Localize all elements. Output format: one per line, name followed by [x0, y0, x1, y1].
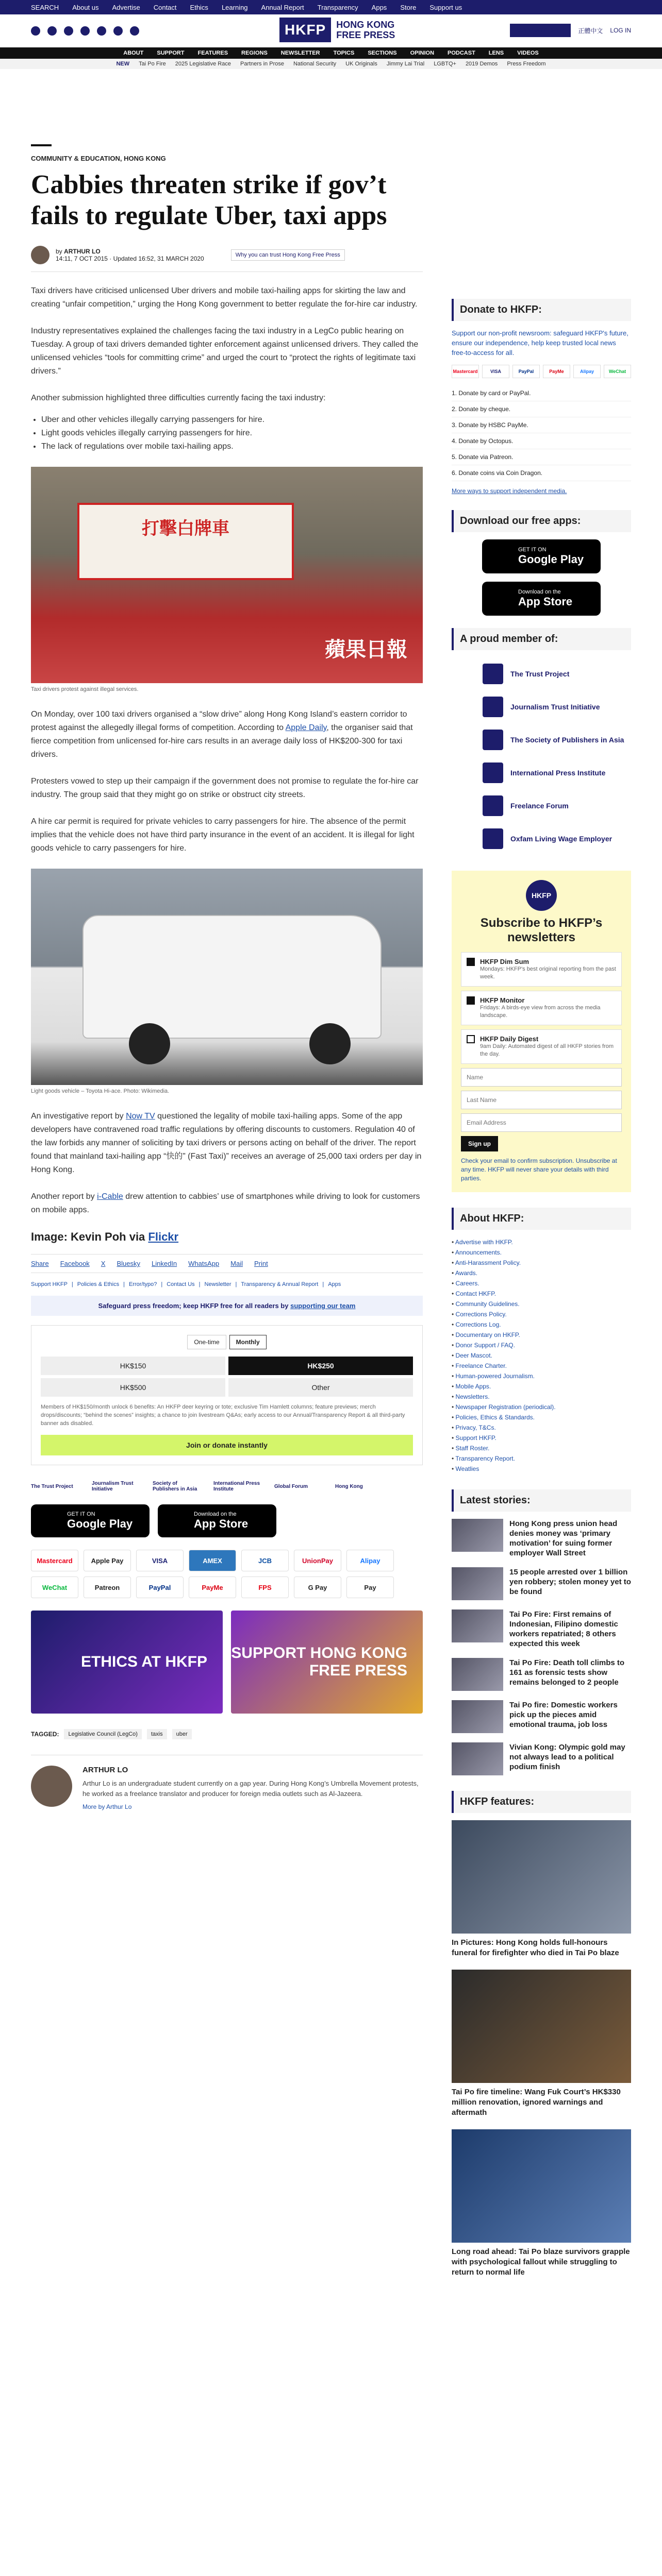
- option-title: HKFP Dim Sum: [480, 958, 529, 965]
- name-input[interactable]: [461, 1068, 622, 1087]
- taxi-protest-photo[interactable]: [31, 467, 423, 683]
- nav-item[interactable]: PODCAST: [448, 50, 475, 56]
- google-pay-icon[interactable]: G Pay: [294, 1577, 341, 1598]
- site-logo[interactable]: [279, 18, 395, 42]
- list-item: • Uber and other vehicles illegally carrying passengers for hire.: [41, 413, 423, 427]
- donate-methods: [452, 385, 631, 481]
- share-x[interactable]: X: [101, 1260, 106, 1267]
- option-desc: 9am Daily: Automated digest of all HKFP stories from the day.: [480, 1043, 614, 1057]
- member-name: The Society of Publishers in Asia: [510, 736, 624, 744]
- mastercard-icon: Mastercard: [452, 365, 479, 378]
- sopa-icon: [483, 730, 503, 750]
- paragraph: A hire car permit is required for private vehicles to carry passengers for hire. The absence of the permit implies that the vehicle does not have third party insurance in the event of an accident. It is illegal for light goods vehicle to carry passengers for hire.: [31, 817, 415, 853]
- support-link[interactable]: Transparency & Annual Report: [241, 1281, 319, 1287]
- store-small: Download on the: [194, 1511, 237, 1517]
- paragraph: Another submission highlighted three difficulties currently facing the taxi industry:: [31, 394, 326, 402]
- email-input[interactable]: [461, 1113, 622, 1132]
- share-facebook[interactable]: Facebook: [60, 1260, 90, 1267]
- donate-method[interactable]: 4. Donate by Octopus.: [452, 433, 631, 449]
- wheel-shape: [129, 1023, 170, 1064]
- feature-item[interactable]: [452, 1820, 631, 1958]
- store-small: GET IT ON: [67, 1511, 95, 1517]
- paypal-icon: PayPal: [512, 365, 540, 378]
- nav-item[interactable]: FEATURES: [197, 50, 228, 56]
- text-run: questioned the legality of mobile taxi-hailing apps. Some of the app developers have contravened road traffic regulations by offering discounts to customers. Regulation 40 of the law forbids any manner of soliciting by taxi drivers or persons acting on behalf of the driver. The report found that mainland taxi-hailing app “快的” (Fast Taxi)” receives an average of 25,000 taxi orders per day in Hong Kong.: [31, 1112, 422, 1174]
- apple-daily-link[interactable]: Apple Daily: [285, 723, 327, 732]
- nav-item[interactable]: SUPPORT: [157, 50, 185, 56]
- topbar-link[interactable]: Store: [400, 3, 417, 11]
- text-run: An investigative report by: [31, 1112, 126, 1121]
- member-name: Journalism Trust Initiative: [510, 703, 600, 711]
- amount-option[interactable]: HK$500: [41, 1378, 225, 1397]
- donate-blurb[interactable]: Support our non-profit newsroom: safeguard HKFP's future, ensure our independence, help keep trusted local news free-to-access for all.: [452, 329, 628, 357]
- topbar-link[interactable]: SEARCH: [31, 3, 59, 11]
- article-date: 14:11, 7 OCT 2015 · Updated 16:52, 31 MARCH 2020: [56, 255, 204, 262]
- app-store-row: [31, 1504, 423, 1537]
- join-donate-button[interactable]: Join or donate instantly: [41, 1435, 413, 1455]
- author-avatar[interactable]: [31, 246, 49, 264]
- story-title[interactable]: Tai Po Fire: First remains of Indonesian, Filipino domestic workers repatriated; 8 others expected this week: [509, 1610, 618, 1648]
- hkfp-logo-icon: HKFP: [526, 880, 557, 911]
- payme-icon: PayMe: [543, 365, 570, 378]
- trending-link[interactable]: 2025 Legislative Race: [175, 61, 231, 67]
- nav-item[interactable]: ABOUT: [123, 50, 144, 56]
- donate-method[interactable]: 1. Donate by card or PayPal.: [452, 385, 631, 401]
- about-link[interactable]: • Support HKFP.: [452, 1433, 631, 1443]
- member-name: Freelance Forum: [510, 802, 569, 810]
- about-heading: About HKFP:: [452, 1208, 631, 1230]
- share-print[interactable]: Print: [254, 1260, 268, 1267]
- partner-logo[interactable]: The Trust Project: [31, 1483, 73, 1489]
- apps-heading: Download our free apps:: [452, 510, 631, 532]
- support-link[interactable]: Newsletter: [204, 1281, 231, 1287]
- article-section[interactable]: COMMUNITY & EDUCATION, HONG KONG: [31, 155, 166, 162]
- partner-logo[interactable]: Journalism Trust Initiative: [92, 1481, 134, 1492]
- byline: [31, 246, 423, 264]
- logo-wordmark: [336, 20, 395, 40]
- paragraph: [31, 1110, 423, 1177]
- alipay-icon: Alipay: [573, 365, 601, 378]
- byline-by: by: [56, 248, 62, 255]
- donate-method[interactable]: 6. Donate coins via Coin Dragon.: [452, 465, 631, 481]
- trending-link[interactable]: Partners in Prose: [240, 61, 284, 67]
- story-thumbnail[interactable]: [452, 1609, 503, 1642]
- last-name-input[interactable]: [461, 1091, 622, 1109]
- store-name: Google Play: [67, 1517, 133, 1530]
- freelance-icon: [483, 795, 503, 816]
- support-link[interactable]: Policies & Ethics: [77, 1281, 120, 1287]
- facebook-icon[interactable]: [31, 26, 40, 36]
- signup-button[interactable]: Sign up: [461, 1136, 498, 1151]
- member-logo-item[interactable]: [452, 657, 631, 690]
- story-thumbnail[interactable]: [452, 1567, 503, 1600]
- payment-methods: [31, 1550, 423, 1598]
- social-links: [31, 26, 139, 36]
- member-logo-item[interactable]: [452, 723, 631, 756]
- trust-link[interactable]: Why you can trust Hong Kong Free Press: [231, 249, 345, 261]
- paragraph: Taxi drivers have criticised unlicensed Uber drivers and mobile taxi-hailing apps for skirting the law and creating “unfair competition,” urging the Hong Kong government to better regulate the for-hire car industry.: [31, 286, 418, 309]
- newsletter-option[interactable]: [461, 991, 622, 1025]
- amount-option-other[interactable]: Other: [228, 1378, 413, 1397]
- feature-title[interactable]: Long road ahead: Tai Po blaze survivors grapple with psychological fallout while struggling to return to normal life: [452, 2247, 630, 2277]
- partner-logo[interactable]: Global Forum: [274, 1483, 308, 1489]
- login-link[interactable]: LOG IN: [610, 27, 631, 34]
- ethics-promo[interactable]: ETHICS AT HKFP: [31, 1611, 223, 1714]
- topbar-link[interactable]: Ethics: [190, 3, 208, 11]
- paragraph: [31, 708, 423, 761]
- logo-line-2: FREE PRESS: [336, 30, 395, 40]
- safeguard-banner: [31, 1296, 423, 1316]
- about-link[interactable]: • Contact HKFP.: [452, 1289, 631, 1299]
- about-link[interactable]: • Awards.: [452, 1268, 631, 1278]
- now-tv-link[interactable]: Now TV: [126, 1112, 155, 1121]
- store-name: Google Play: [518, 553, 584, 566]
- logo-mark: HKFP: [279, 18, 331, 42]
- mastercard-icon[interactable]: Mastercard: [31, 1550, 78, 1571]
- about-link[interactable]: • Newspaper Registration (periodical).: [452, 1402, 631, 1412]
- latest-heading: Latest stories:: [452, 1489, 631, 1512]
- trending-link[interactable]: National Security: [293, 61, 337, 67]
- story-thumbnail[interactable]: [452, 1658, 503, 1691]
- amex-icon[interactable]: AMEX: [189, 1550, 236, 1571]
- about-link[interactable]: • Privacy, T&Cs.: [452, 1422, 631, 1433]
- member-name: The Trust Project: [510, 670, 570, 678]
- amount-option-selected[interactable]: HK$250: [228, 1357, 413, 1375]
- about-link[interactable]: • Documentary on HKFP.: [452, 1330, 631, 1340]
- member-logo-item[interactable]: [452, 822, 631, 855]
- more-by-author-link[interactable]: More by Arthur Lo: [82, 1803, 132, 1810]
- credit-text: Image: Kevin Poh via: [31, 1230, 148, 1243]
- safeguard-text: Safeguard press freedom; keep HKFP free for all readers by: [98, 1302, 291, 1310]
- topbar-link[interactable]: About us: [72, 3, 99, 11]
- store-name: App Store: [518, 595, 573, 608]
- store-name: App Store: [194, 1517, 249, 1530]
- newsletter-option[interactable]: [461, 1029, 622, 1064]
- feature-title[interactable]: In Pictures: Hong Kong holds full-honours funeral for firefighter who died in Tai Po blaze: [452, 1938, 619, 1957]
- section-rule: [31, 144, 52, 146]
- about-link[interactable]: • Advertise with HKFP.: [452, 1237, 631, 1247]
- donate-heading: Donate to HKFP:: [452, 299, 631, 321]
- nav-item[interactable]: OPINION: [410, 50, 435, 56]
- top-utility-bar: [0, 0, 662, 14]
- text-run: Another report by: [31, 1192, 97, 1201]
- trending-link[interactable]: Tai Po Fire: [139, 61, 166, 67]
- topbar-link[interactable]: Transparency: [317, 3, 358, 11]
- newsletter-option[interactable]: [461, 952, 622, 987]
- author-link[interactable]: ARTHUR LO: [64, 248, 101, 255]
- article-headline: Cabbies threaten strike if gov’t fails to regulate Uber, taxi apps: [31, 170, 387, 230]
- freq-one-time[interactable]: One-time: [187, 1335, 226, 1349]
- apple-pay-icon[interactable]: Apple Pay: [84, 1550, 131, 1571]
- brand-header: [0, 14, 662, 47]
- about-link[interactable]: • Transparency Report.: [452, 1453, 631, 1464]
- nav-item[interactable]: NEWSLETTER: [280, 50, 320, 56]
- pay-icon[interactable]: Pay: [346, 1577, 394, 1598]
- youtube-icon[interactable]: [97, 26, 106, 36]
- share-mail[interactable]: Mail: [230, 1260, 243, 1267]
- google-play-button[interactable]: [482, 539, 601, 573]
- patreon-icon[interactable]: Patreon: [84, 1577, 131, 1598]
- nav-item[interactable]: REGIONS: [241, 50, 268, 56]
- sidebar-payment-icons: [452, 365, 631, 378]
- about-link[interactable]: • Mobile Apps.: [452, 1381, 631, 1392]
- about-link[interactable]: • Community Guidelines.: [452, 1299, 631, 1309]
- story-thumbnail[interactable]: [452, 1519, 503, 1552]
- van-shape: [82, 915, 382, 1039]
- image-credit: [31, 1230, 423, 1244]
- nav-item[interactable]: SECTIONS: [368, 50, 397, 56]
- text-run: , the organiser said that fierce competition from unlicensed for-hire cars results in an average daily loss of HK$200-300 for taxi drivers.: [31, 723, 413, 759]
- jti-icon: [483, 697, 503, 717]
- about-links: [452, 1237, 631, 1474]
- photo-caption: Taxi drivers protest against illegal services.: [31, 686, 139, 692]
- share-bluesky[interactable]: Bluesky: [117, 1260, 140, 1267]
- amount-option[interactable]: HK$150: [41, 1357, 225, 1375]
- paragraph: Protesters vowed to step up their campaign if the government does not promise to regulate the for-hire car industry. The group said that they might go on strike or obstruct city streets.: [31, 777, 419, 799]
- member-heading: A proud member of:: [452, 628, 631, 650]
- banner-text: 打擊白牌車: [142, 519, 229, 538]
- support-promo[interactable]: SUPPORT HONG KONG FREE PRESS: [231, 1611, 423, 1714]
- fps-icon[interactable]: FPS: [241, 1577, 289, 1598]
- feature-title[interactable]: Tai Po fire timeline: Wang Fuk Court’s HK$330 million renovation, ignored warnings and aftermath: [452, 2088, 621, 2117]
- more-ways-link[interactable]: More ways to support independent media.: [452, 487, 567, 495]
- support-hkfp-button[interactable]: SUPPORT HKFP: [510, 24, 571, 37]
- topbar-link[interactable]: Learning: [221, 3, 248, 11]
- author-name[interactable]: ARTHUR LO: [82, 1766, 128, 1774]
- wechat-pay-icon[interactable]: WeChat: [31, 1577, 78, 1598]
- story-item[interactable]: [452, 1658, 631, 1691]
- share-whatsapp[interactable]: WhatsApp: [188, 1260, 220, 1267]
- option-title: HKFP Daily Digest: [480, 1035, 539, 1043]
- partner-logo[interactable]: Hong Kong: [335, 1483, 363, 1489]
- donate-method[interactable]: 2. Donate by cheque.: [452, 401, 631, 417]
- photo-watermark: 蘋果日報: [325, 638, 407, 661]
- story-thumbnail[interactable]: [452, 1742, 503, 1775]
- photo-caption: Light goods vehicle – Toyota Hi-ace. Photo: Wikimedia.: [31, 1088, 170, 1094]
- support-team-link[interactable]: supporting our team: [290, 1302, 356, 1310]
- nav-item[interactable]: TOPICS: [333, 50, 355, 56]
- i-cable-link[interactable]: i-Cable: [97, 1192, 123, 1201]
- app-store-button[interactable]: [482, 582, 601, 616]
- topbar-link[interactable]: Apps: [371, 3, 387, 11]
- option-desc: Fridays: A birds-eye view from across the media landscape.: [480, 1005, 601, 1019]
- difficulty-list: [41, 413, 423, 453]
- member-name: Oxfam Living Wage Employer: [510, 835, 613, 843]
- trending-bar: [0, 59, 662, 69]
- x-icon[interactable]: [47, 26, 57, 36]
- member-logo-item[interactable]: [452, 789, 631, 822]
- author-box: [31, 1755, 423, 1810]
- bluesky-icon[interactable]: [80, 26, 90, 36]
- tag[interactable]: uber: [172, 1729, 192, 1739]
- tagged-label: TAGGED:: [31, 1731, 59, 1738]
- threads-icon[interactable]: [130, 26, 139, 36]
- promo-banners: [31, 1611, 423, 1714]
- wechat-pay-icon: WeChat: [604, 365, 631, 378]
- author-bio: Arthur Lo is an undergraduate student currently on a gap year. During Hong Kong’s Umbrella Movement protests, he worked as a freelance translator and producer for foreign media outlets such as Al-Jazeera.: [82, 1780, 419, 1798]
- tag[interactable]: taxis: [147, 1729, 167, 1739]
- visa-icon[interactable]: VISA: [136, 1550, 184, 1571]
- topbar-link[interactable]: Contact: [153, 3, 177, 11]
- ipi-icon: [483, 762, 503, 783]
- member-name: International Press Institute: [510, 769, 606, 777]
- payme-icon[interactable]: PayMe: [189, 1577, 236, 1598]
- story-item[interactable]: [452, 1700, 631, 1733]
- jcb-icon[interactable]: JCB: [241, 1550, 289, 1571]
- feature-item[interactable]: [452, 1970, 631, 2118]
- trending-link[interactable]: LGBTQ+: [434, 61, 456, 67]
- story-title[interactable]: Tai Po fire: Domestic workers pick up the pieces amid emotional trauma, job loss: [509, 1701, 618, 1729]
- article-body: [31, 284, 423, 1217]
- option-text: [480, 958, 616, 981]
- trending-link[interactable]: Press Freedom: [507, 61, 546, 67]
- store-small: Download on the: [518, 589, 561, 595]
- main-nav: [0, 47, 662, 59]
- feature-image[interactable]: [452, 1820, 631, 1934]
- feature-item[interactable]: [452, 2129, 631, 2278]
- story-item[interactable]: [452, 1567, 631, 1600]
- story-thumbnail[interactable]: [452, 1700, 503, 1733]
- feature-image[interactable]: [452, 2129, 631, 2243]
- about-link[interactable]: • Newsletters.: [452, 1392, 631, 1402]
- story-title[interactable]: Tai Po Fire: Death toll climbs to 161 as forensic tests show remains belonged to 2 people: [509, 1658, 625, 1687]
- about-link[interactable]: • Deer Mascot.: [452, 1350, 631, 1361]
- partner-logo[interactable]: Society of Publishers in Asia: [153, 1481, 197, 1492]
- text-run: drew attention to cabbies’ use of smartphones while driving to look for customers on mobile apps.: [31, 1192, 420, 1214]
- app-store-button[interactable]: [158, 1504, 276, 1537]
- share-bar: [31, 1254, 423, 1273]
- list-item: • Light goods vehicles illegally carrying passengers for hire.: [41, 427, 423, 440]
- list-item: • The lack of regulations over mobile taxi-hailing apps.: [41, 440, 423, 453]
- option-text: [480, 1035, 616, 1058]
- partner-logos: [31, 1481, 423, 1492]
- about-link[interactable]: • Corrections Policy.: [452, 1309, 631, 1319]
- story-item[interactable]: [452, 1609, 631, 1649]
- about-link[interactable]: • Donor Support / FAQ.: [452, 1340, 631, 1350]
- frequency-toggle: [41, 1335, 413, 1349]
- author-info: [82, 1766, 423, 1810]
- trending-link[interactable]: Jimmy Lai Trial: [386, 61, 425, 67]
- store-small: GET IT ON: [518, 547, 547, 553]
- linkedin-icon[interactable]: [113, 26, 123, 36]
- tag[interactable]: Legislative Council (LegCo): [64, 1729, 142, 1739]
- freq-monthly[interactable]: Monthly: [229, 1335, 267, 1349]
- instagram-icon[interactable]: [64, 26, 73, 36]
- language-switch[interactable]: 正體中文: [578, 27, 603, 35]
- support-link[interactable]: Error/typo?: [128, 1281, 157, 1287]
- story-title[interactable]: 15 people arrested over 1 billion yen robbery; stolen money yet to be found: [509, 1568, 631, 1596]
- feature-image[interactable]: [452, 1970, 631, 2083]
- donate-method[interactable]: 5. Donate via Patreon.: [452, 449, 631, 465]
- sidebar: [452, 299, 631, 2289]
- trending-link[interactable]: UK Originals: [345, 61, 377, 67]
- checkbox[interactable]: [467, 1035, 475, 1043]
- amount-grid: [41, 1357, 413, 1397]
- protest-banner: [77, 503, 294, 580]
- share-link[interactable]: Share: [31, 1260, 49, 1267]
- member-benefits: Members of HK$150/month unlock 6 benefits: An HKFP deer keyring or tote; exclusive Tim Hamlett columns; feature previews; merch drops/discounts; “behind the scenes” insights; a chance to join livestream Q&As; early access to our Annual/Transparency Report & all third-party banner ads disabled.: [41, 1404, 405, 1427]
- author-photo[interactable]: [31, 1766, 72, 1807]
- header-actions: [510, 24, 631, 37]
- topbar-link[interactable]: Advertise: [112, 3, 140, 11]
- newsletter-title: Subscribe to HKFP’s newsletters: [480, 916, 603, 944]
- flickr-link[interactable]: Flickr: [148, 1230, 179, 1243]
- newsletter-note: Check your email to confirm subscription. Unsubscribe at any time. HKFP will never share your details with third parties.: [461, 1157, 617, 1182]
- byline-text: [56, 248, 204, 262]
- alipay-icon[interactable]: Alipay: [346, 1550, 394, 1571]
- about-link[interactable]: • Corrections Log.: [452, 1319, 631, 1330]
- about-link[interactable]: • Staff Roster.: [452, 1443, 631, 1453]
- about-link[interactable]: • Announcements.: [452, 1247, 631, 1258]
- about-link[interactable]: • Human-powered Journalism.: [452, 1371, 631, 1381]
- article-column: [31, 144, 423, 1810]
- text-run: On Monday, over 100 taxi drivers organised a “slow drive” along Hong Kong Island’s eastern corridor to protest against the allegedly illegal forms of competition. According to: [31, 710, 407, 732]
- latest-stories: [452, 1519, 631, 1775]
- trending-link[interactable]: 2019 Demos: [465, 61, 498, 67]
- tag-list: [31, 1729, 423, 1739]
- wheel-shape: [309, 1023, 351, 1064]
- support-links: Support HKFP | Policies & Ethics | Error/typo? | Contact Us | Newsletter | Transparency & Annual Report | Apps: [31, 1281, 341, 1287]
- visa-icon: VISA: [482, 365, 509, 378]
- about-link[interactable]: • Weatlies: [452, 1464, 631, 1474]
- story-item[interactable]: [452, 1519, 631, 1558]
- topbar-link[interactable]: Annual Report: [261, 3, 304, 11]
- about-link[interactable]: • Policies, Ethics & Standards.: [452, 1412, 631, 1422]
- story-title[interactable]: Hong Kong press union head denies money was ‘primary motivation’ for suing former employer Wall Street: [509, 1519, 618, 1557]
- about-link[interactable]: • Freelance Charter.: [452, 1361, 631, 1371]
- option-desc: Mondays: HKFP's best original reporting from the past week.: [480, 966, 616, 980]
- features-heading: HKFP features:: [452, 1791, 631, 1813]
- option-text: [480, 996, 616, 1020]
- light-goods-vehicle-photo[interactable]: [31, 869, 423, 1085]
- support-link[interactable]: Apps: [328, 1281, 341, 1287]
- member-logo-item[interactable]: [452, 690, 631, 723]
- paragraph: [31, 1190, 423, 1217]
- nav-item[interactable]: LENS: [488, 50, 504, 56]
- donate-method[interactable]: 3. Donate by HSBC PayMe.: [452, 417, 631, 433]
- paragraph: Industry representatives explained the challenges facing the taxi industry in a LegCo public hearing on Tuesday. A group of taxi drivers demanded tighter enforcement against unlicensed drivers. They called the unlicensed vehicles “tools for committing crime” and urged the court to “protect the rights of legitimate taxi drivers.”: [31, 327, 419, 376]
- share-linkedin[interactable]: LinkedIn: [152, 1260, 177, 1267]
- support-link[interactable]: Contact Us: [167, 1281, 195, 1287]
- newsletter-signup: [452, 871, 631, 1192]
- google-play-button[interactable]: [31, 1504, 150, 1537]
- partner-logo[interactable]: International Press Institute: [213, 1481, 260, 1492]
- support-link[interactable]: Support HKFP: [31, 1281, 68, 1287]
- about-link[interactable]: • Careers.: [452, 1278, 631, 1289]
- story-title[interactable]: Vivian Kong: Olympic gold may not always lead to a political podium finish: [509, 1743, 625, 1771]
- unionpay-icon[interactable]: UnionPay: [294, 1550, 341, 1571]
- trust-project-icon: [483, 664, 503, 684]
- option-title: HKFP Monitor: [480, 996, 525, 1004]
- oxfam-icon: [483, 828, 503, 849]
- new-badge: NEW: [116, 61, 130, 67]
- checkbox[interactable]: [467, 958, 475, 966]
- topbar-link[interactable]: Support us: [429, 3, 462, 11]
- paypal-icon[interactable]: PayPal: [136, 1577, 184, 1598]
- nav-item[interactable]: VIDEOS: [517, 50, 539, 56]
- member-logo-item[interactable]: [452, 756, 631, 789]
- checkbox[interactable]: [467, 996, 475, 1005]
- donation-form: [31, 1325, 423, 1465]
- about-link[interactable]: • Anti-Harassment Policy.: [452, 1258, 631, 1268]
- story-item[interactable]: [452, 1742, 631, 1775]
- logo-line-1: HONG KONG: [336, 20, 395, 30]
